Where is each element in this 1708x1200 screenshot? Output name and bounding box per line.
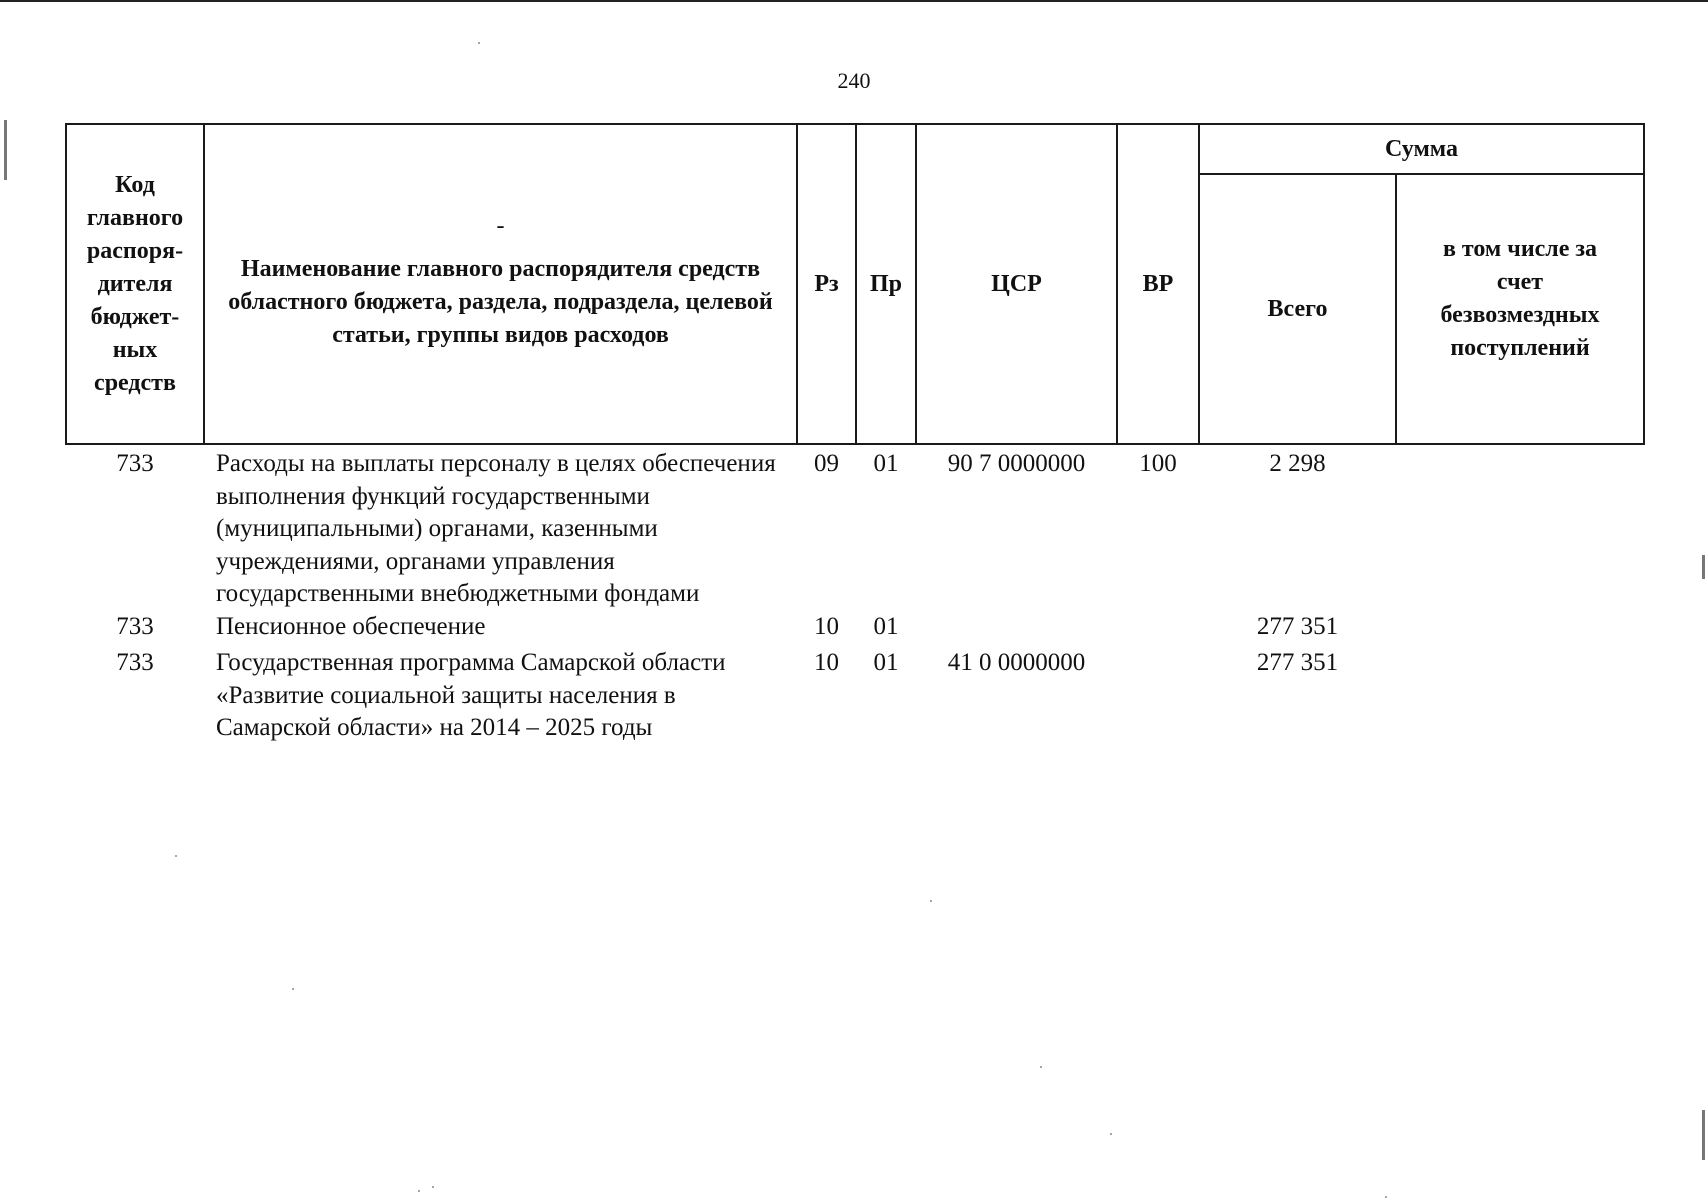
cell-rz: 10	[814, 649, 839, 676]
cell-free	[1396, 444, 1644, 611]
budget-table	[65, 123, 1645, 745]
header-pr: Пр	[856, 124, 916, 444]
cell-total: 2 298	[1269, 450, 1326, 477]
header-free-text: в том числе за счет безвозмездных поступлений	[1440, 236, 1600, 361]
cell-code: 733	[116, 450, 154, 477]
scan-edge-mark	[1702, 1110, 1705, 1160]
header-code: Код главного распоря-дителя бюджет-ных средств	[66, 124, 204, 444]
cell-vr: 100	[1139, 450, 1177, 477]
header-name	[204, 124, 797, 444]
table-body	[66, 444, 1644, 745]
scan-speck	[1385, 1196, 1387, 1198]
cell-vr	[1117, 611, 1199, 644]
cell-csr: 90 7 0000000	[947, 450, 1086, 477]
cell-name: Пенсионное обеспечение	[216, 612, 486, 640]
cell-pr: 01	[873, 450, 899, 477]
header-name-dash: -	[496, 212, 505, 239]
table-row	[66, 444, 1644, 611]
cell-name: Расходы на выплаты персоналу в целях обеспечения выполнения функций государственными (муниципальными) органами, казенными учреждениями, органами управления государственными внебюджетными фондами	[216, 450, 776, 607]
header-rz: Рз	[797, 124, 856, 444]
table-row	[66, 611, 1644, 644]
scan-speck	[478, 42, 480, 44]
scan-speck	[432, 1186, 434, 1188]
cell-code: 733	[116, 649, 154, 676]
scan-speck	[1040, 1066, 1042, 1068]
header-csr: ЦСР	[916, 124, 1117, 444]
header-sum: Сумма	[1199, 124, 1644, 174]
scan-speck	[175, 855, 177, 857]
cell-pr: 01	[873, 649, 899, 676]
table-header	[66, 124, 1644, 444]
scan-edge-mark	[1702, 555, 1705, 579]
scan-speck	[418, 1190, 420, 1192]
top-border-line	[0, 0, 1708, 2]
cell-free	[1396, 611, 1644, 644]
cell-total: 277 351	[1256, 612, 1339, 640]
header-total: Всего	[1199, 174, 1396, 444]
cell-rz: 09	[814, 450, 839, 477]
cell-pr: 01	[873, 612, 899, 640]
table-row	[66, 643, 1644, 745]
cell-name: Государственная программа Самарской области «Развитие социальной защиты населения в Самарской области» на 2014 – 2025 годы	[216, 649, 726, 741]
header-free	[1396, 174, 1644, 444]
cell-vr	[1117, 643, 1199, 745]
scan-speck	[292, 988, 294, 990]
header-name-text: Наименование главного распорядителя средств областного бюджета, раздела, подраздела, целевой статьи, группы видов расходов	[228, 255, 773, 348]
cell-csr	[916, 611, 1117, 644]
cell-total: 277 351	[1256, 649, 1339, 676]
scan-speck	[930, 900, 932, 902]
cell-csr: 41 0 0000000	[947, 649, 1086, 676]
cell-code: 733	[116, 612, 154, 640]
cell-rz: 10	[814, 612, 839, 640]
cell-free	[1396, 643, 1644, 745]
header-vr: ВР	[1117, 124, 1199, 444]
page-number: 240	[837, 68, 871, 93]
scan-speck	[1110, 1133, 1112, 1135]
scan-edge-mark	[4, 120, 7, 180]
